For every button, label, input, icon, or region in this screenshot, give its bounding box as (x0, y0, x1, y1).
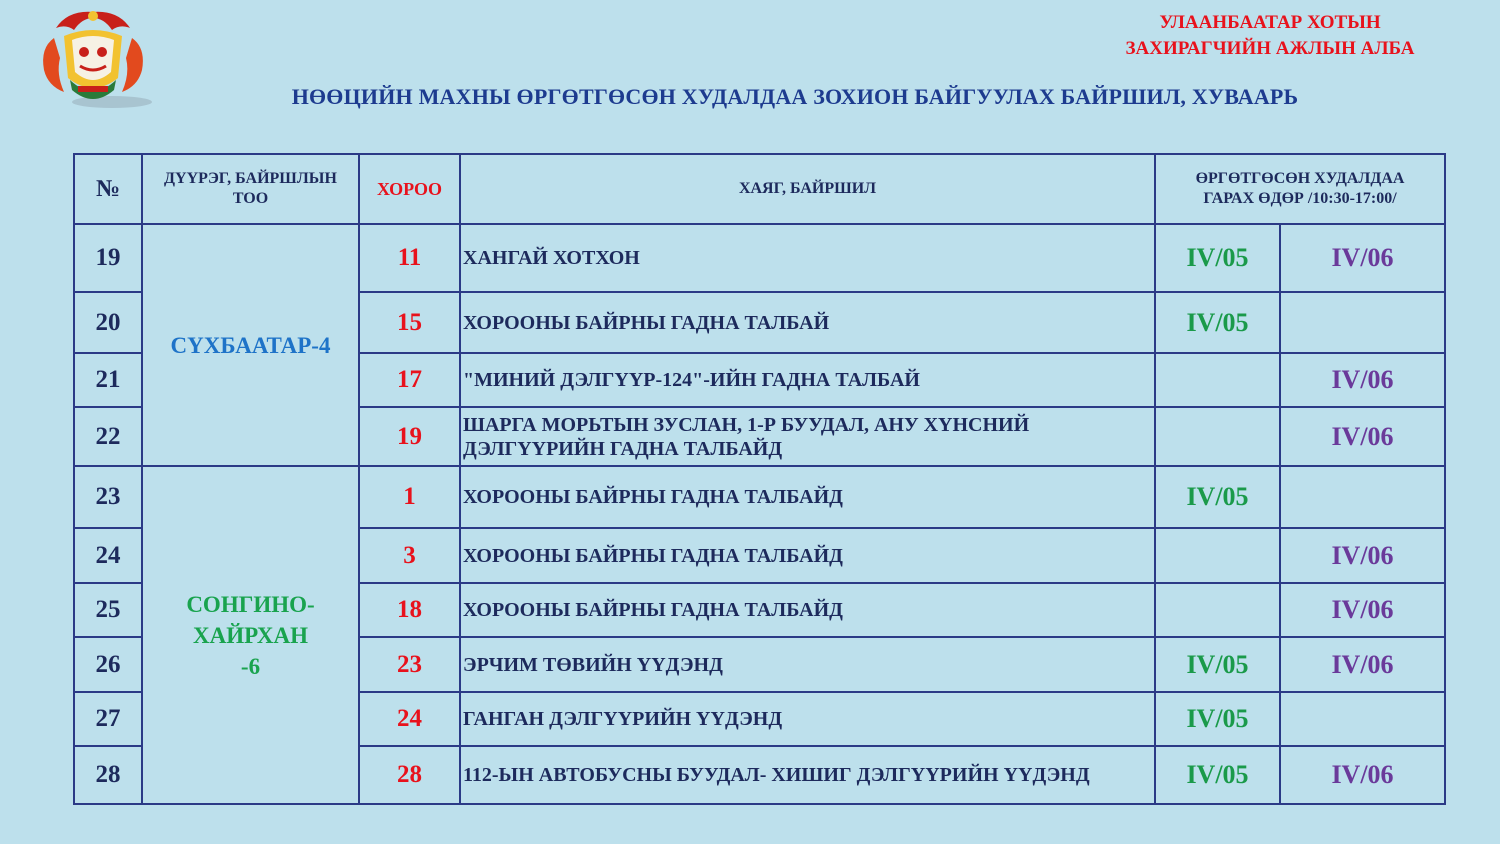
row-horoo: 19 (359, 407, 460, 466)
row-address: ХАНГАЙ ХОТХОН (460, 224, 1155, 292)
row-date-1: IV/05 (1155, 746, 1280, 804)
row-horoo: 15 (359, 292, 460, 353)
row-date-2: IV/06 (1280, 528, 1445, 583)
row-number: 23 (74, 466, 142, 528)
header-horoo: ХОРОО (359, 154, 460, 224)
row-number: 19 (74, 224, 142, 292)
header-date (1155, 154, 1445, 224)
district-name (142, 466, 359, 804)
row-date-2: IV/06 (1280, 353, 1445, 407)
row-address: ХОРООНЫ БАЙРНЫ ГАДНА ТАЛБАЙ (460, 292, 1155, 353)
row-address: ХОРООНЫ БАЙРНЫ ГАДНА ТАЛБАЙД (460, 466, 1155, 528)
row-date-1: IV/05 (1155, 637, 1280, 692)
district-name-line-3: -6 (240, 653, 261, 679)
header-date-line-2: ГАРАХ ӨДӨР /10:30-17:00/ (1203, 190, 1397, 207)
page-title: НӨӨЦИЙН МАХНЫ ӨРГӨТГӨСӨН ХУДАЛДАА ЗОХИОН БАЙГУУЛАХ БАЙРШИЛ, ХУВААРЬ (291, 84, 1299, 109)
header-address: ХАЯГ, БАЙРШИЛ (460, 154, 1155, 224)
row-date-2: IV/06 (1280, 637, 1445, 692)
row-horoo: 18 (359, 583, 460, 637)
table-header-row (74, 154, 1445, 224)
organization-name (1060, 10, 1480, 62)
row-address: ХОРООНЫ БАЙРНЫ ГАДНА ТАЛБАЙД (460, 583, 1155, 637)
row-address: "МИНИЙ ДЭЛГҮҮР-124"-ИЙН ГАДНА ТАЛБАЙ (460, 353, 1155, 407)
row-horoo: 23 (359, 637, 460, 692)
organization-line-2: ЗАХИРАГЧИЙН АЖЛЫН АЛБА (1125, 38, 1415, 59)
row-number: 26 (74, 637, 142, 692)
row-number: 20 (74, 292, 142, 353)
row-date-2: IV/06 (1280, 746, 1445, 804)
row-address: ХОРООНЫ БАЙРНЫ ГАДНА ТАЛБАЙД (460, 528, 1155, 583)
row-number: 22 (74, 407, 142, 466)
row-date-2 (1280, 466, 1445, 528)
row-date-2 (1280, 692, 1445, 746)
district-name-line-2: ХАЙРХАН (192, 622, 309, 648)
table-row (74, 466, 1445, 528)
row-date-1 (1155, 353, 1280, 407)
header-district-line-1: ДҮҮРЭГ, БАЙРШЛЫН (164, 170, 337, 187)
row-horoo: 3 (359, 528, 460, 583)
row-address: 112-ЫН АВТОБУСНЫ БУУДАЛ- ХИШИГ ДЭЛГҮҮРИЙН ҮҮДЭНД (460, 746, 1155, 804)
schedule-table (73, 153, 1446, 805)
row-number: 27 (74, 692, 142, 746)
row-date-1 (1155, 528, 1280, 583)
organization-line-1: УЛААНБААТАР ХОТЫН (1159, 12, 1381, 33)
row-horoo: 1 (359, 466, 460, 528)
row-date-1: IV/05 (1155, 692, 1280, 746)
row-date-1: IV/05 (1155, 466, 1280, 528)
row-horoo: 11 (359, 224, 460, 292)
row-horoo: 24 (359, 692, 460, 746)
row-date-2 (1280, 292, 1445, 353)
row-date-2: IV/06 (1280, 583, 1445, 637)
header-date-line-1: ӨРГӨТГӨСӨН ХУДАЛДАА (1195, 170, 1405, 187)
row-address: ГАНГАН ДЭЛГҮҮРИЙН ҮҮДЭНД (460, 692, 1155, 746)
row-date-1 (1155, 583, 1280, 637)
row-number: 25 (74, 583, 142, 637)
header-district-line-2: ТОО (232, 190, 269, 207)
header-district (142, 154, 359, 224)
row-date-2: IV/06 (1280, 224, 1445, 292)
row-number: 28 (74, 746, 142, 804)
row-date-1: IV/05 (1155, 292, 1280, 353)
row-date-2: IV/06 (1280, 407, 1445, 466)
row-date-1 (1155, 407, 1280, 466)
row-number: 24 (74, 528, 142, 583)
row-date-1: IV/05 (1155, 224, 1280, 292)
row-address: ШАРГА МОРЬТЫН ЗУСЛАН, 1-Р БУУДАЛ, АНУ ХҮНСНИЙ ДЭЛГҮҮРИЙН ГАДНА ТАЛБАЙД (460, 407, 1155, 466)
header-number: № (74, 154, 142, 224)
table-row (74, 224, 1445, 292)
district-name: СҮХБААТАР-4 (142, 224, 359, 466)
row-horoo: 28 (359, 746, 460, 804)
district-name-line-1: СОНГИНО- (186, 591, 315, 617)
row-number: 21 (74, 353, 142, 407)
row-horoo: 17 (359, 353, 460, 407)
row-address: ЭРЧИМ ТӨВИЙН ҮҮДЭНД (460, 637, 1155, 692)
